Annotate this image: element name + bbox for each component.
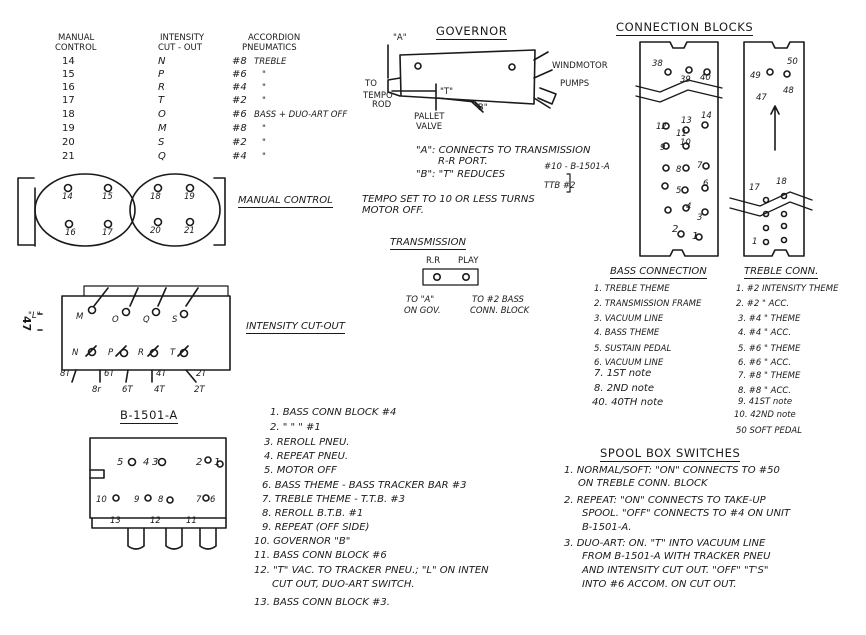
row-control: 18 xyxy=(62,109,75,120)
transmission-rr: R.R xyxy=(426,256,441,266)
connection-blocks-title: CONNECTION BLOCKS xyxy=(616,20,754,34)
row-pneu: #4 xyxy=(232,82,247,93)
manual-control-title: MANUAL CONTROL xyxy=(238,195,333,206)
cutout-bottom-label: N xyxy=(72,348,79,358)
block-number: 12 xyxy=(656,122,667,132)
governor-tempo-2: MOTOR OFF. xyxy=(362,205,424,216)
transmission-left-1: TO "A" xyxy=(406,295,435,305)
b1501-legend-item: 1. BASS CONN BLOCK #4 xyxy=(270,407,397,418)
spool-box-line: B-1501-A. xyxy=(582,522,632,533)
cutout-ref: 2T xyxy=(196,369,207,379)
transmission-play: PLAY xyxy=(458,256,479,266)
governor-diagram xyxy=(388,45,556,112)
cutout-ref: 2T xyxy=(194,385,205,395)
transmission-right-1: TO #2 BASS xyxy=(472,295,524,305)
block-number: 50 xyxy=(787,57,798,67)
treble-connection-title: TREBLE CONN. xyxy=(744,266,819,277)
spool-box-line: 2. REPEAT: "ON" CONNECTS TO TAKE-UP xyxy=(564,495,766,506)
treble-item: 8. #8 " ACC. xyxy=(738,386,792,396)
block-number: 39 xyxy=(680,75,691,85)
cutout-ref: 8r xyxy=(92,385,101,395)
governor-label-tempo: TEMPO xyxy=(363,91,393,101)
governor-label-to: TO xyxy=(365,79,377,89)
row-cut: P xyxy=(158,69,165,80)
block-number: 49 xyxy=(750,71,761,81)
b1501-top-number: 5 xyxy=(117,457,124,468)
spool-box-line: AND INTENSITY CUT OUT. "OFF" "T'S" xyxy=(582,565,769,576)
plate-number: 21 xyxy=(184,226,195,236)
b1501-top-number: 4 xyxy=(143,457,150,468)
row-cut: N xyxy=(158,56,166,67)
row-note: " xyxy=(262,124,266,134)
spool-box-line: ON TREBLE CONN. BLOCK xyxy=(578,478,708,489)
row-pneu: #6 xyxy=(232,109,247,120)
row-note: " xyxy=(262,70,266,80)
plate-number: 17 xyxy=(102,228,113,238)
bass-connection-title: BASS CONNECTION xyxy=(610,266,707,277)
header-control: CONTROL xyxy=(55,43,97,53)
block-number: 8 xyxy=(676,165,682,175)
spool-box-line: SPOOL. "OFF" CONNECTS TO #4 ON UNIT xyxy=(582,508,791,519)
header-accordion: ACCORDION xyxy=(248,33,301,43)
b1501-legend-item: 6. BASS THEME - BASS TRACKER BAR #3 xyxy=(262,480,467,491)
b1501-top-number: 2 xyxy=(196,457,203,468)
b1501-lower-number: 13 xyxy=(110,516,121,526)
intensity-cutout-title: INTENSITY CUT-OUT xyxy=(246,321,345,332)
governor-note-b: "B": "T" REDUCES xyxy=(416,169,506,180)
transmission-title: TRANSMISSION xyxy=(390,237,466,248)
cutout-bottom-label: P xyxy=(108,348,114,358)
bass-item: 6. VACUUM LINE xyxy=(594,358,664,368)
row-control: 14 xyxy=(62,56,75,67)
row-note: BASS + DUO-ART OFF xyxy=(254,110,348,120)
cutout-top-label: Q xyxy=(143,315,150,325)
block-number: 13 xyxy=(681,116,692,126)
row-note: " xyxy=(262,138,266,148)
b1501-bottom-number: 10 xyxy=(96,495,107,505)
cutout-ref: 8T xyxy=(60,369,71,379)
block-number: 5 xyxy=(676,186,682,196)
row-cut: T xyxy=(158,95,165,106)
bass-item: 2. TRANSMISSION FRAME xyxy=(594,299,702,309)
block-number: 14 xyxy=(701,111,712,121)
block-number: 38 xyxy=(652,59,663,69)
governor-note-a1: "A": CONNECTS TO TRANSMISSION xyxy=(416,145,591,156)
block-number: 1 xyxy=(692,231,699,242)
block-number: 1 xyxy=(752,237,758,247)
transmission-right-2: CONN. BLOCK xyxy=(470,306,530,316)
row-note: " xyxy=(262,83,266,93)
b1501-bottom-number: 8 xyxy=(158,495,164,505)
bass-item: 3. VACUUM LINE xyxy=(594,314,664,324)
bass-item: 40. 40TH note xyxy=(592,397,664,408)
plate-number: 15 xyxy=(102,192,113,202)
block-number: 6 xyxy=(703,179,709,189)
b1501-legend-item: 5. MOTOR OFF xyxy=(264,465,337,476)
treble-item: 10. 42ND note xyxy=(734,410,796,420)
row-cut: R xyxy=(158,82,165,93)
plate-number: 14 xyxy=(62,192,73,202)
block-number: 7 xyxy=(697,161,703,171)
governor-label-a: "A" xyxy=(393,33,407,43)
b1501-top-number: 3 xyxy=(152,457,159,468)
governor-label-windmotor: WINDMOTOR xyxy=(552,61,608,71)
bass-item: 4. BASS THEME xyxy=(594,328,660,338)
b1501-legend-item: 10. GOVERNOR "B" xyxy=(254,536,351,547)
governor-label-t: "T" xyxy=(440,87,454,97)
b1501-legend-item: 12. "T" VAC. TO TRACKER PNEU.; "L" ON INTEN xyxy=(254,565,489,576)
b1501-title: B-1501-A xyxy=(120,408,178,422)
cutout-ref: 4T xyxy=(156,369,167,379)
block-number: 10 xyxy=(680,138,691,148)
row-pneu: #8 xyxy=(232,56,247,67)
governor-label-b: "B" xyxy=(474,103,488,113)
spool-box-title: SPOOL BOX SWITCHES xyxy=(600,446,741,460)
row-note: " xyxy=(262,96,266,106)
cutout-top-label: O xyxy=(112,315,119,325)
block-number: 9 xyxy=(660,143,666,153)
b1501-top-number: 1 xyxy=(214,457,221,468)
spool-box-line: INTO #6 ACCOM. ON CUT OUT. xyxy=(582,579,737,590)
treble-item: 50 SOFT PEDAL xyxy=(736,426,802,436)
treble-item: 4. #4 " ACC. xyxy=(738,328,792,338)
row-cut: S xyxy=(158,137,165,148)
b1501-bottom-number: 9 xyxy=(134,495,140,505)
block-number: 2 xyxy=(672,224,679,235)
row-control: 19 xyxy=(62,123,75,134)
treble-item: 2. #2 " ACC. xyxy=(736,299,790,309)
row-cut: Q xyxy=(158,151,166,162)
b1501-bottom-number: 7 xyxy=(196,495,202,505)
governor-ref-2: TTB #2 xyxy=(544,181,576,191)
b1501-bottom-number: 6 xyxy=(210,495,216,505)
block-number: 47 xyxy=(756,93,767,103)
page-number: 47 xyxy=(20,316,33,332)
row-pneu: #8 xyxy=(232,123,247,134)
spool-box-line: FROM B-1501-A WITH TRACKER PNEU xyxy=(582,551,771,562)
row-control: 16 xyxy=(62,82,75,93)
plate-number: 20 xyxy=(150,226,161,236)
row-cut: O xyxy=(158,109,166,120)
b1501-legend-item: 2. " " " #1 xyxy=(270,422,321,433)
treble-item: 9. 41ST note xyxy=(738,397,793,407)
header-intensity: INTENSITY xyxy=(160,33,205,43)
row-cut: M xyxy=(158,123,167,134)
block-number: 4 xyxy=(686,202,692,212)
cutout-bottom-label: T xyxy=(170,348,176,358)
row-control: 20 xyxy=(62,137,75,148)
intensity-cutout-diagram xyxy=(38,286,230,382)
bass-item: 7. 1ST note xyxy=(594,368,652,379)
treble-item: 1. #2 INTENSITY THEME xyxy=(736,284,839,294)
header-cut-out: CUT - OUT xyxy=(158,43,202,53)
cutout-bottom-label: R xyxy=(138,348,144,358)
treble-item: 3. #4 " THEME xyxy=(738,314,801,324)
transmission-left-2: ON GOV. xyxy=(404,306,441,316)
treble-item: 6. #6 " ACC. xyxy=(738,358,792,368)
b1501-legend-item: 3. REROLL PNEU. xyxy=(264,437,350,448)
treble-item: 7. #8 " THEME xyxy=(738,371,801,381)
row-pneu: #4 xyxy=(232,151,247,162)
governor-tempo-1: TEMPO SET TO 10 OR LESS TURNS xyxy=(362,194,535,205)
cutout-top-label: M xyxy=(76,312,84,322)
b1501-legend-item: 13. BASS CONN BLOCK #3. xyxy=(254,597,390,608)
block-number: 3 xyxy=(697,213,703,223)
row-control: 15 xyxy=(62,69,75,80)
governor-note-a2: R-R PORT. xyxy=(438,156,488,167)
block-number: 48 xyxy=(783,86,794,96)
row-note: TREBLE xyxy=(254,57,287,67)
plate-number: 16 xyxy=(65,228,76,238)
b1501-legend-item: 7. TREBLE THEME - T.T.B. #3 xyxy=(262,494,406,505)
header-pneumatics: PNEUMATICS xyxy=(242,43,297,53)
block-number: 11 xyxy=(676,129,687,139)
b1501-legend-item: 11. BASS CONN BLOCK #6 xyxy=(254,550,387,561)
bass-item: 1. TREBLE THEME xyxy=(594,284,670,294)
spool-box-line: 1. NORMAL/SOFT: "ON" CONNECTS TO #50 xyxy=(564,465,780,476)
row-note: " xyxy=(262,152,266,162)
governor-label-pallet: PALLET xyxy=(414,112,445,122)
spool-box-line: 3. DUO-ART: ON. "T" INTO VACUUM LINE xyxy=(564,538,766,549)
bass-item: 5. SUSTAIN PEDAL xyxy=(594,344,672,354)
row-pneu: #2 xyxy=(232,137,247,148)
b1501-unit-diagram xyxy=(90,438,226,549)
row-pneu: #2 xyxy=(232,95,247,106)
governor-ref-1: #10 - B-1501-A xyxy=(544,162,610,172)
cutout-ref: 4T xyxy=(154,385,165,395)
governor-label-rod: ROD xyxy=(372,100,392,110)
row-pneu: #6 xyxy=(232,69,247,80)
plate-number: 19 xyxy=(184,192,195,202)
b1501-legend-item: 8. REROLL B.T.B. #1 xyxy=(262,508,364,519)
b1501-lower-number: 11 xyxy=(186,516,197,526)
header-manual: MANUAL xyxy=(58,33,95,43)
treble-item: 5. #6 " THEME xyxy=(738,344,801,354)
row-control: 17 xyxy=(62,95,75,106)
cutout-top-label: S xyxy=(172,315,178,325)
governor-label-pumps: PUMPS xyxy=(560,79,590,89)
cutout-ref: 6T xyxy=(104,369,115,379)
b1501-lower-number: 12 xyxy=(150,516,161,526)
intensity-l-label: "L" xyxy=(28,311,41,321)
cutout-ref: 6T xyxy=(122,385,133,395)
block-number: 18 xyxy=(776,177,787,187)
block-number: 17 xyxy=(749,183,760,193)
block-number: 40 xyxy=(700,73,711,83)
b1501-legend-item: 4. REPEAT PNEU. xyxy=(264,451,349,462)
governor-label-valve: VALVE xyxy=(416,122,443,132)
plate-number: 18 xyxy=(150,192,161,202)
b1501-legend-item: CUT OUT, DUO-ART SWITCH. xyxy=(272,579,415,590)
b1501-legend-item: 9. REPEAT (OFF SIDE) xyxy=(262,522,370,533)
bass-item: 8. 2ND note xyxy=(594,383,654,394)
governor-title: GOVERNOR xyxy=(436,24,508,38)
connection-block-right xyxy=(730,42,812,256)
transmission-block xyxy=(423,269,478,285)
row-control: 21 xyxy=(62,151,75,162)
